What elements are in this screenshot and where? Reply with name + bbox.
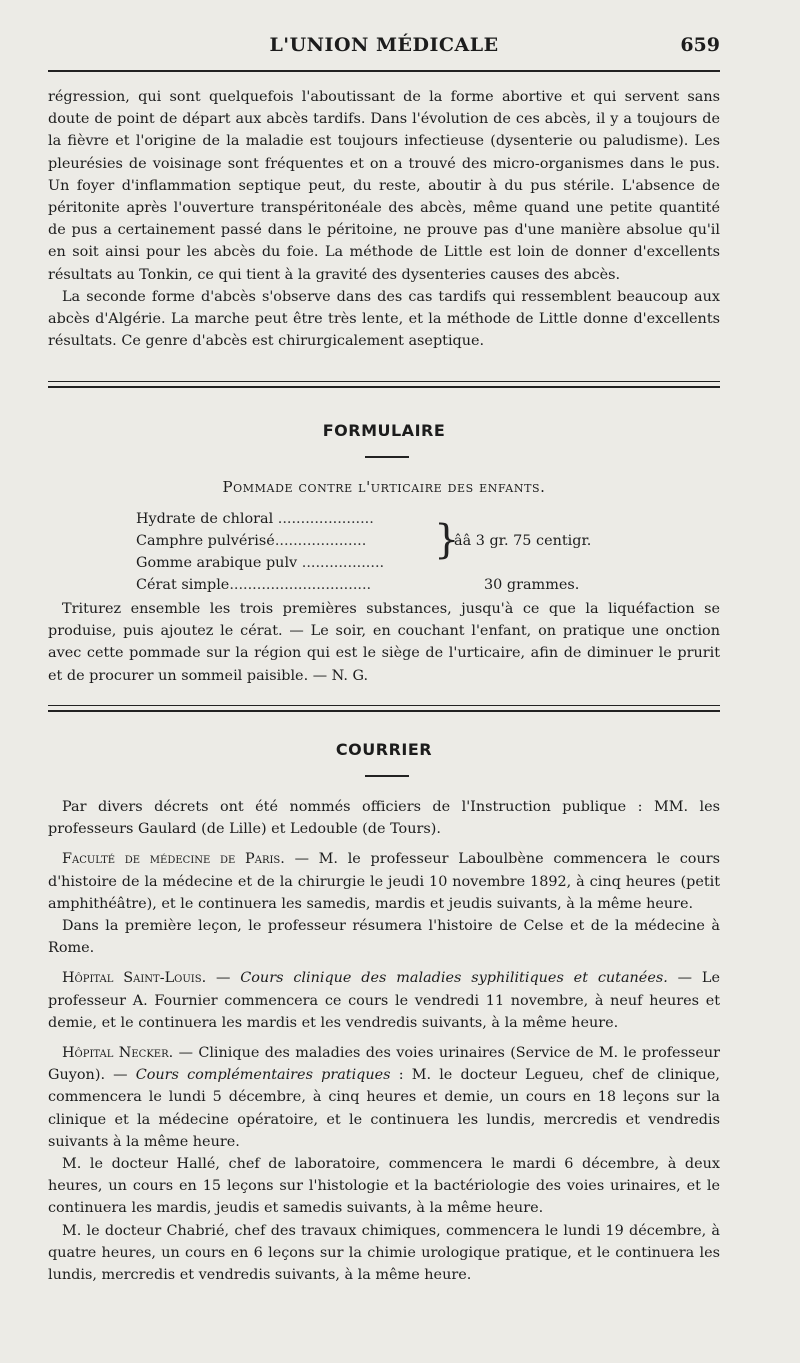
formula-instructions: [48, 598, 720, 687]
intro-text: [48, 86, 720, 352]
courrier-paragraph: [48, 967, 720, 1034]
leader-dots: ...............................: [229, 577, 372, 593]
shared-quantity: ââ 3 gr. 75 centigr.: [454, 533, 592, 549]
courrier-paragraph: M. le docteur Chabrié, chef des travaux chimiques, commencera le lundi 19 décembre, à quatre heures, un cours en 6 leçons sur la chimie urologique pratique, et le continuera les lundis, mercredis et vendredis suivants, à la même heure.: [48, 1222, 720, 1284]
institution-name: Hôpital Saint-Louis.: [62, 970, 207, 987]
paragraph-text: : M. le docteur Legueu, chef de clinique, commencera le lundi 5 décembre, à cinq heures et demie, un cours en 18 leçons sur la clinique et la médecine opératoire, et le continuera les lundis, mercredis et vendredis suivants à la même heure.: [48, 1067, 720, 1150]
formula-title: Pommade contre l'urticaire des enfants.: [222, 478, 546, 496]
courrier-paragraph: M. le docteur Hallé, chef de laboratoire, commencera le mardi 6 décembre, à deux heures, un cours en 15 leçons sur l'histologie et la bactériologie des voies urinaires, et le continuera les mardis, jeudis et samedis suivants, à la même heure.: [48, 1156, 720, 1217]
header-rule: [48, 70, 720, 72]
courrier-heading: COURRIER: [335, 740, 433, 759]
page-number: 659: [680, 34, 720, 56]
institution-name: Hôpital Necker.: [62, 1045, 174, 1062]
formula-item: [136, 530, 656, 552]
journal-title: L'UNION MÉDICALE: [269, 34, 499, 56]
leader-dots: ..................: [297, 555, 385, 571]
course-title: Cours complémentaires pratiques: [135, 1067, 391, 1084]
intro-paragraph-1: régression, qui sont quelquefois l'aboutissant de la forme abortive et qui servent sans doute de point de départ aux abcès tardifs. Dans l'évolution de ces abcès, il y a toujours de la fièvre et l'origine de la maladie est toujours infectieuse (dysenterie ou paludisme). Les pleurésies de voisinage sont fréquentes et on a trouvé des micro-organismes dans le pus. Un foyer d'inflammation septique peut, du reste, aboutir à du pus stérile. L'absence de péritonite après l'ouverture transpéritonéale des abcès, même quand une petite quantité de pus a certainement passé dans le péritoine, ne prouve pas d'une manière absolue qu'il en soit ainsi pour les abcès du foie. La méthode de Little est loin de donner d'excellents résultats au Tonkin, ce qui tient à la gravité des dysenteries causes des abcès.: [48, 89, 720, 283]
heading-underline: [365, 775, 409, 777]
section-divider: [48, 705, 720, 712]
formula-item: [136, 552, 656, 574]
courrier-text: [48, 796, 720, 1286]
formulaire-heading: FORMULAIRE: [322, 421, 446, 440]
courrier-paragraph: [48, 1042, 720, 1153]
courrier-paragraph: Dans la première leçon, le professeur résumera l'histoire de Celse et de la médecine à Rome.: [48, 918, 720, 957]
grouping-brace: }: [434, 517, 460, 563]
ingredient-name: Cérat simple: [136, 577, 230, 593]
instructions-paragraph: Triturez ensemble les trois premières substances, jusqu'à ce que la liquéfaction se produise, puis ajoutez le cérat. — Le soir, en couchant l'enfant, on pratique une onction avec cette pommade sur la région qui est le siège de l'urticaire, afin de diminuer le prurit et de procurer un sommeil paisible. — N. G.: [48, 601, 720, 684]
paragraph-text: — M. le professeur Laboulbène commencera le cours d'histoire de la médecine et de la chirurgie le jeudi 10 novembre 1892, à cinq heures (petit amphithéâtre), et le continuera les samedis, mardis et jeudis suivants, à la même heure.: [48, 851, 720, 912]
formula-item: [136, 508, 656, 530]
paragraph-text: — Le professeur A. Fournier commencera ce cours le vendredi 11 novembre, à neuf heures et demie, et le continuera les mardis et les vendredis suivants, à la même heure.: [48, 970, 720, 1031]
courrier-paragraph: Par divers décrets ont été nommés officiers de l'Instruction publique : MM. les professeurs Gaulard (de Lille) et Ledouble (de Tours).: [48, 799, 720, 838]
intro-paragraph-2: La seconde forme d'abcès s'observe dans des cas tardifs qui ressemblent beaucoup aux abcès d'Algérie. La marche peut être très lente, et la méthode de Little donne d'excellents résultats. Ce genre d'abcès est chirurgicalement aseptique.: [48, 288, 720, 350]
heading-underline: [365, 456, 409, 458]
ingredient-name: Camphre pulvérisé: [136, 533, 275, 549]
ingredient-name: Gomme arabique pulv: [136, 555, 298, 571]
formula-item: [136, 574, 656, 596]
running-header: [48, 34, 720, 66]
ingredient-quantity: 30 grammes.: [484, 577, 580, 593]
paragraph-text: — Clinique des maladies des voies urinaires (Service de M. le professeur Guyon). —: [48, 1045, 721, 1084]
formula-list: [136, 508, 656, 596]
course-title: Cours clinique des maladies syphilitiques et cutanées.: [240, 970, 668, 987]
section-divider: [48, 381, 720, 388]
ingredient-name: Hydrate de chloral: [136, 511, 274, 527]
leader-dots: ....................: [274, 533, 367, 549]
courrier-paragraph: [48, 848, 720, 915]
paragraph-text: —: [206, 970, 241, 987]
leader-dots: .....................: [273, 511, 374, 527]
institution-name: Faculté de médecine de Paris.: [62, 851, 285, 868]
